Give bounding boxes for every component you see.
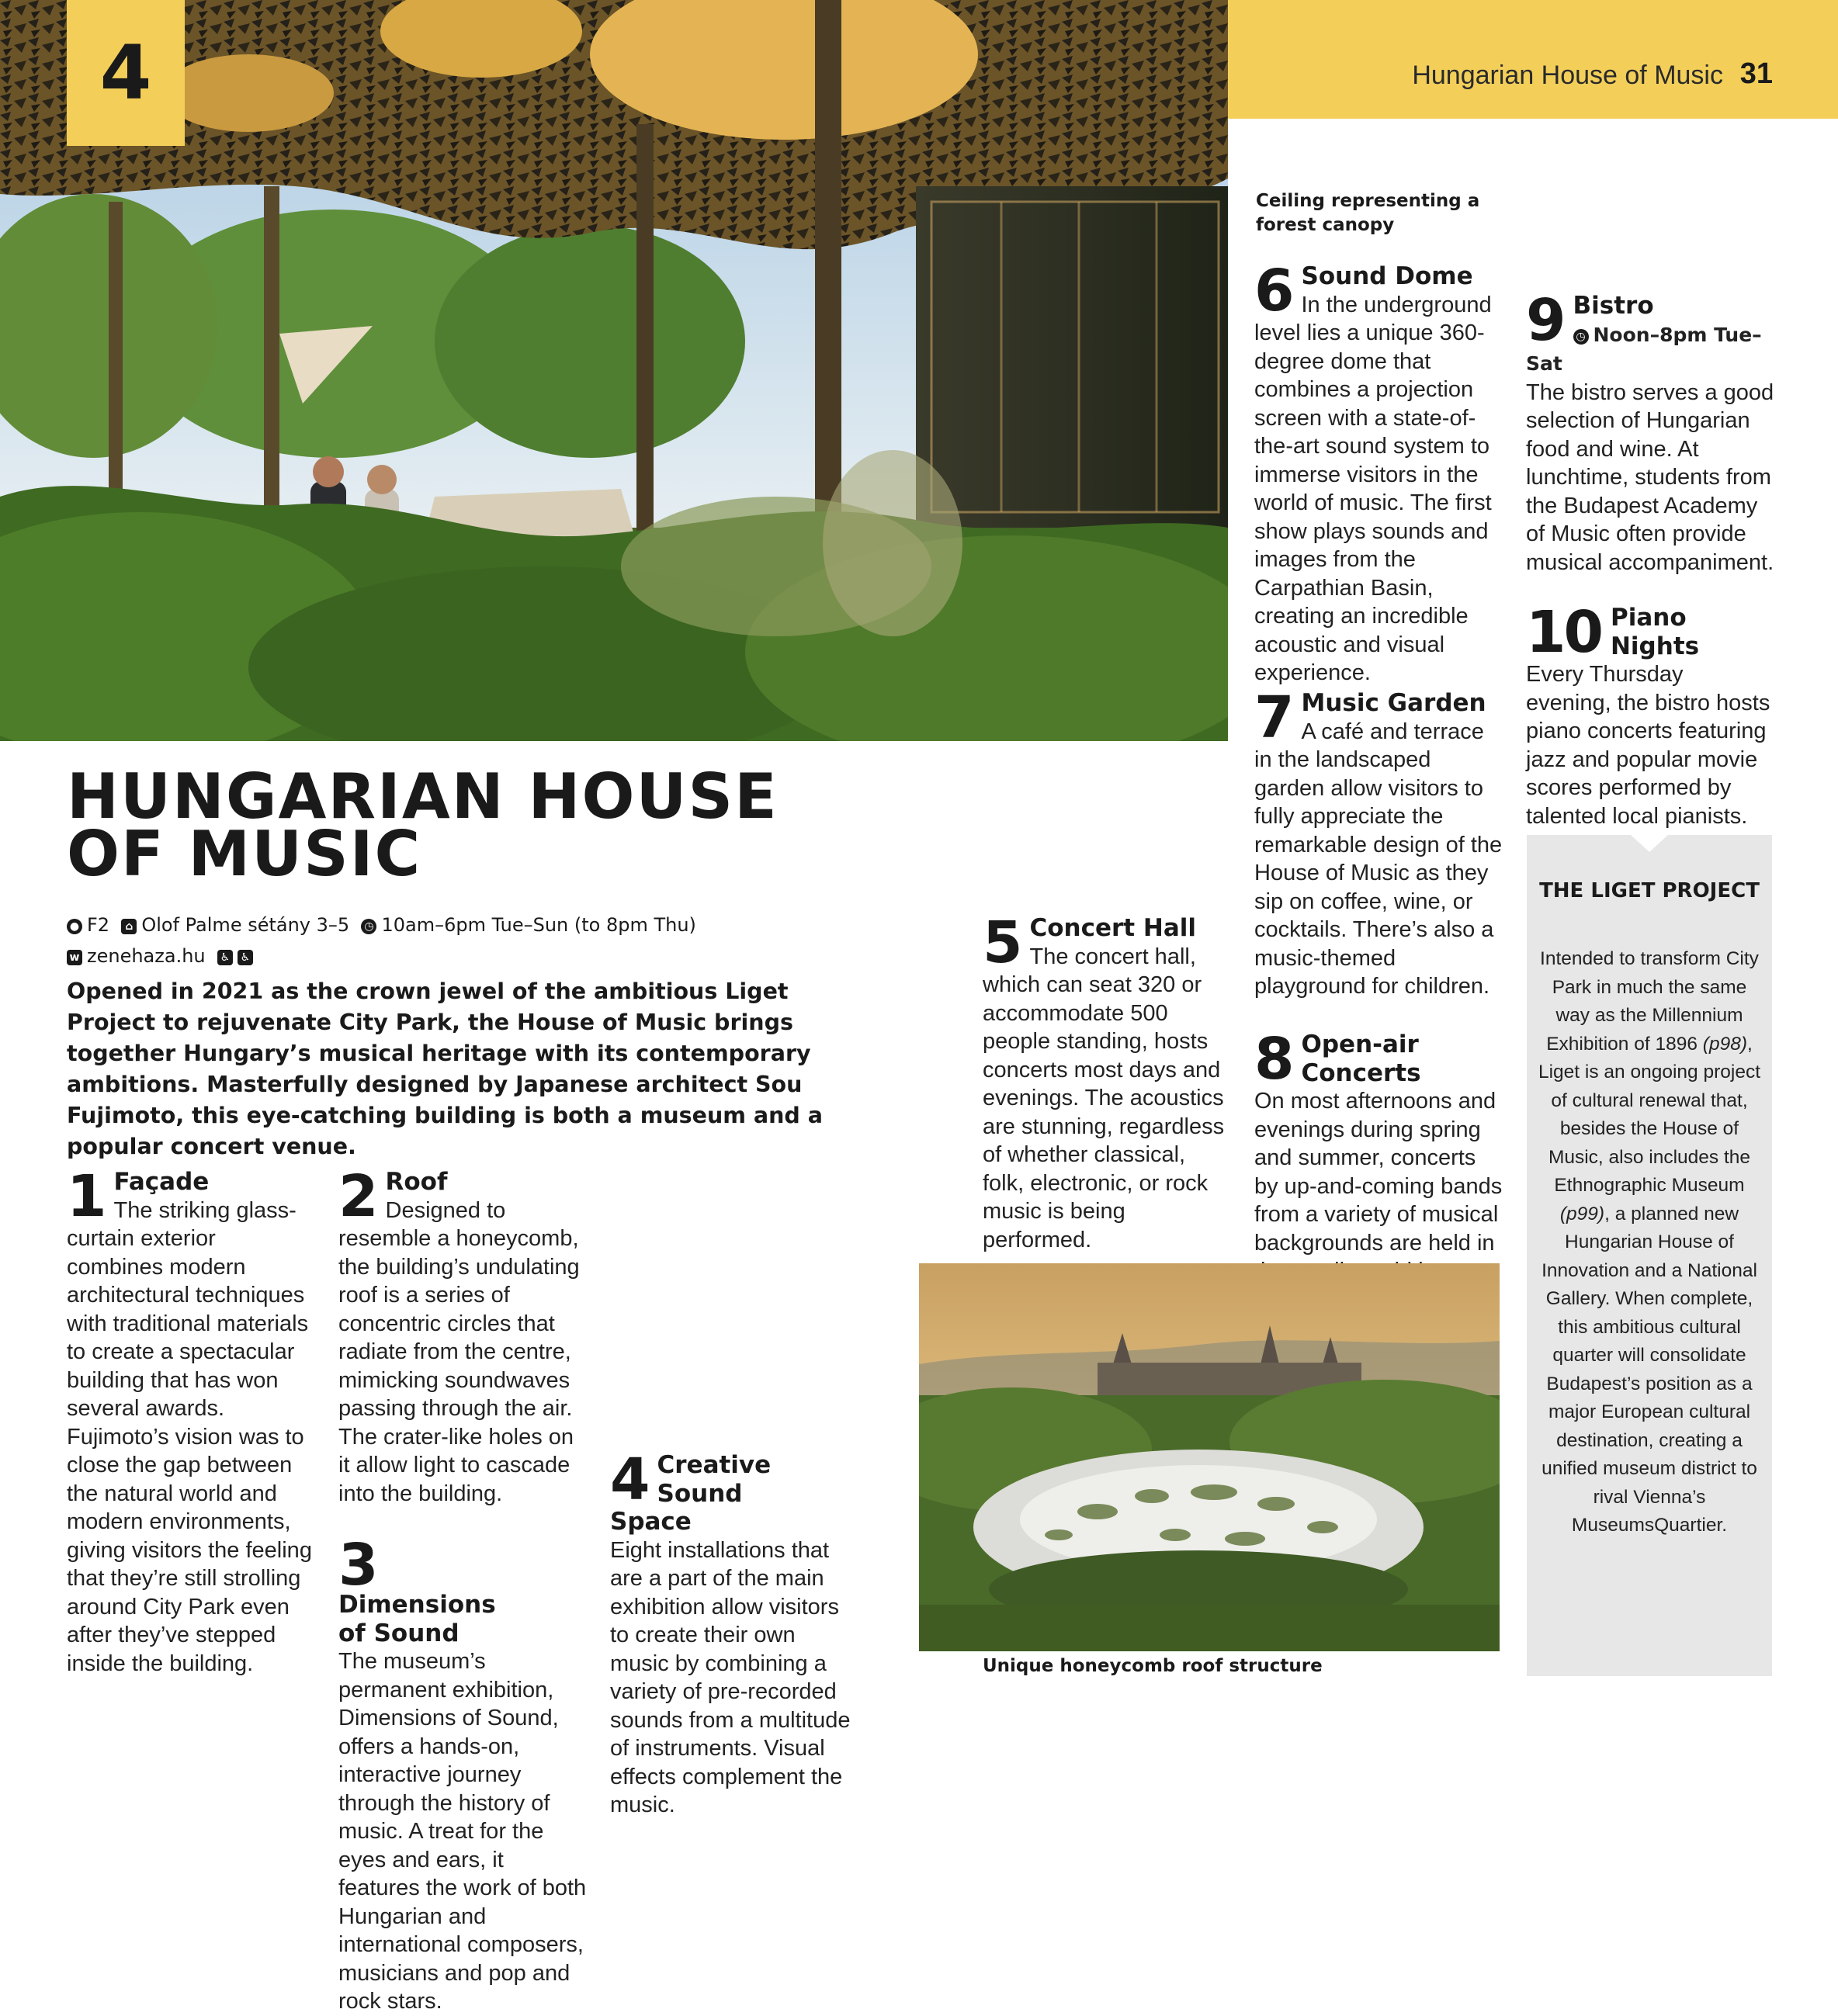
feature-1 [67, 1163, 315, 1678]
feature-number: 4 [610, 1446, 648, 1513]
feature-4 [610, 1446, 858, 1820]
feature-text: The museum’s permanent exhibition, Dimensions of Sound, offers a hands-on, interactive journey through the history of music. A treat for the eyes and ears, it features the work of both Hungarian and international composers, musicians and pop and rock stars. [338, 1649, 587, 2014]
clock-icon: ◷ [1573, 329, 1589, 345]
accessibility-icon-2: ♿ [238, 950, 253, 965]
page-title: HUNGARIAN HOUSE OF MUSIC [67, 760, 779, 890]
feature-title: Bistro [1573, 292, 1654, 320]
page-ref: (p98) [1702, 1033, 1747, 1055]
feature-5 [983, 909, 1231, 1254]
feature-text: The concert hall, which can seat 320 or accommodate 500 people standing, hosts concerts most days and evenings. The acoustics are stunning, regardless of whether classical, folk, electronic, or rock music is being performed. [983, 944, 1225, 1252]
info-row-2 [67, 945, 258, 967]
feature-number: 7 [1254, 684, 1292, 751]
feature-number: 5 [983, 909, 1021, 976]
feature-number: 1 [67, 1163, 105, 1230]
feature-title: Piano Nights [1610, 604, 1700, 660]
feature-number: 10 [1526, 599, 1601, 666]
intro-paragraph: Opened in 2021 as the crown jewel of the ambitious Liget Project to rejuvenate City Park, the House of Music brings together Hungary’s musical heritage with its contemporary ambitions. Masterfully designed by Japanese architect Sou Fujimoto, this eye-catching building is both a museum and a popular concert venue. [67, 979, 823, 1159]
feature-title: Music Garden [1301, 689, 1486, 717]
feature-text: Every Thursday evening, the bistro hosts piano concerts featuring jazz and popular movie scores performed by talented local pianists. [1526, 662, 1770, 829]
feature-title: Open-air Concerts [1301, 1031, 1421, 1087]
sidebar-text: Intended to transform City Park in much the same way as the Millennium Exhibition of 1896 (p98), Liget is an ongoing project of cultural renewal that, besides the House of Music, also includes the Ethnographic Museum (p99), a planned new Hungarian House of Innovation and a National Gallery. When complete, this ambitious cultural quarter will consolidate Budapest’s position as a major European cultural destination, creating a unified museum district to rival Vienna’s MuseumsQuartier. [1538, 948, 1761, 1536]
feature-number: 8 [1254, 1026, 1292, 1093]
feature-number: 3 [338, 1532, 376, 1599]
feature-title: Creative Sound Space [610, 1451, 772, 1536]
accessibility-icon: ♿ [217, 950, 233, 965]
feature-text: The striking glass-curtain exterior combines modern architectural techniques with traditional materials to create a spectacular building that has won several awards. Fujimoto’s vision was to close the gap between the natural world and modern environments, giving visitors the feeling that they’re still strolling around City Park even after they’ve stepped inside the building. [67, 1197, 312, 1676]
feature-text: Designed to resemble a honeycomb, the building’s undulating roof is a series of concentric circles that radiate from the centre, mimicking soundwaves passing through the air. The crater-like holes on it allow light to cascade into the building. [338, 1197, 580, 1506]
feature-title: Façade [113, 1168, 210, 1196]
feature-2 [338, 1163, 587, 1508]
feature-8 [1254, 1026, 1503, 1286]
info-row-1 [67, 914, 696, 936]
home-icon: ⌂ [121, 919, 137, 934]
feature-6 [1254, 258, 1503, 688]
feature-text: The bistro serves a good selection of Hungarian food and wine. At lunchtime, students from the Budapest Academy of Music often provide musical accompaniment. [1526, 379, 1774, 575]
sidebar-notch [1631, 835, 1668, 852]
photo-caption: Unique honeycomb roof structure [983, 1656, 1323, 1676]
hero-caption: Ceiling representing a forest canopy [1256, 191, 1480, 235]
bistro-hours: ◷ Noon–8pm Tue–Sat [1526, 323, 1762, 375]
web-icon: w [67, 950, 82, 965]
clock-icon: ◷ [361, 919, 376, 934]
sidebar-title: THE LIGET PROJECT [1539, 879, 1760, 902]
chapter-number-badge: 4 [67, 0, 185, 146]
feature-title: Roof [385, 1168, 448, 1196]
feature-3 [338, 1532, 587, 2016]
liget-project-sidebar [1527, 835, 1772, 1676]
feature-number: 9 [1526, 287, 1564, 354]
feature-9 [1526, 287, 1774, 577]
feature-10 [1526, 599, 1774, 830]
feature-text: In the underground level lies a unique 360-degree dome that combines a projection screen with a state-of-the-art sound system to immerse visitors in the world of music. The first show plays sounds and images from the Carpathian Basin, creating an incredible acoustic and visual experience. [1254, 292, 1492, 685]
address: Olof Palme sétány 3–5 [141, 914, 350, 936]
page-number: 31 [1739, 57, 1773, 90]
map-pin-icon: ● [67, 919, 82, 934]
feature-title: Sound Dome [1301, 262, 1473, 290]
roof-aerial-photo [919, 1263, 1500, 1651]
feature-7 [1254, 684, 1503, 1001]
feature-number: 2 [338, 1163, 376, 1230]
running-head: Hungarian House of Music [1412, 61, 1723, 90]
feature-number: 6 [1254, 258, 1292, 324]
website-link[interactable]: zenehaza.hu [87, 945, 206, 967]
map-ref: F2 [87, 914, 110, 936]
feature-title: Concert Hall [1029, 914, 1197, 942]
opening-hours: 10am–6pm Tue–Sun (to 8pm Thu) [381, 914, 696, 936]
feature-title: Dimensions of Sound [338, 1591, 496, 1647]
feature-text: Eight installations that are a part of the main exhibition allow visitors to create their own music by combining a variety of pre-recorded sounds from a multitude of instruments. Visual effects complement the music. [610, 1537, 851, 1817]
page-ref: (p99) [1559, 1203, 1605, 1224]
feature-text: A café and terrace in the landscaped garden allow visitors to fully appreciate the remarkable design of the House of Music as they sip on coffee, wine, or cocktails. There’s also a music-themed playground for children. [1254, 719, 1503, 999]
feature-text: On most afternoons and evenings during spring and summer, concerts by up-and-coming bands from a variety of musical backgrounds are held in [1254, 1089, 1503, 1256]
